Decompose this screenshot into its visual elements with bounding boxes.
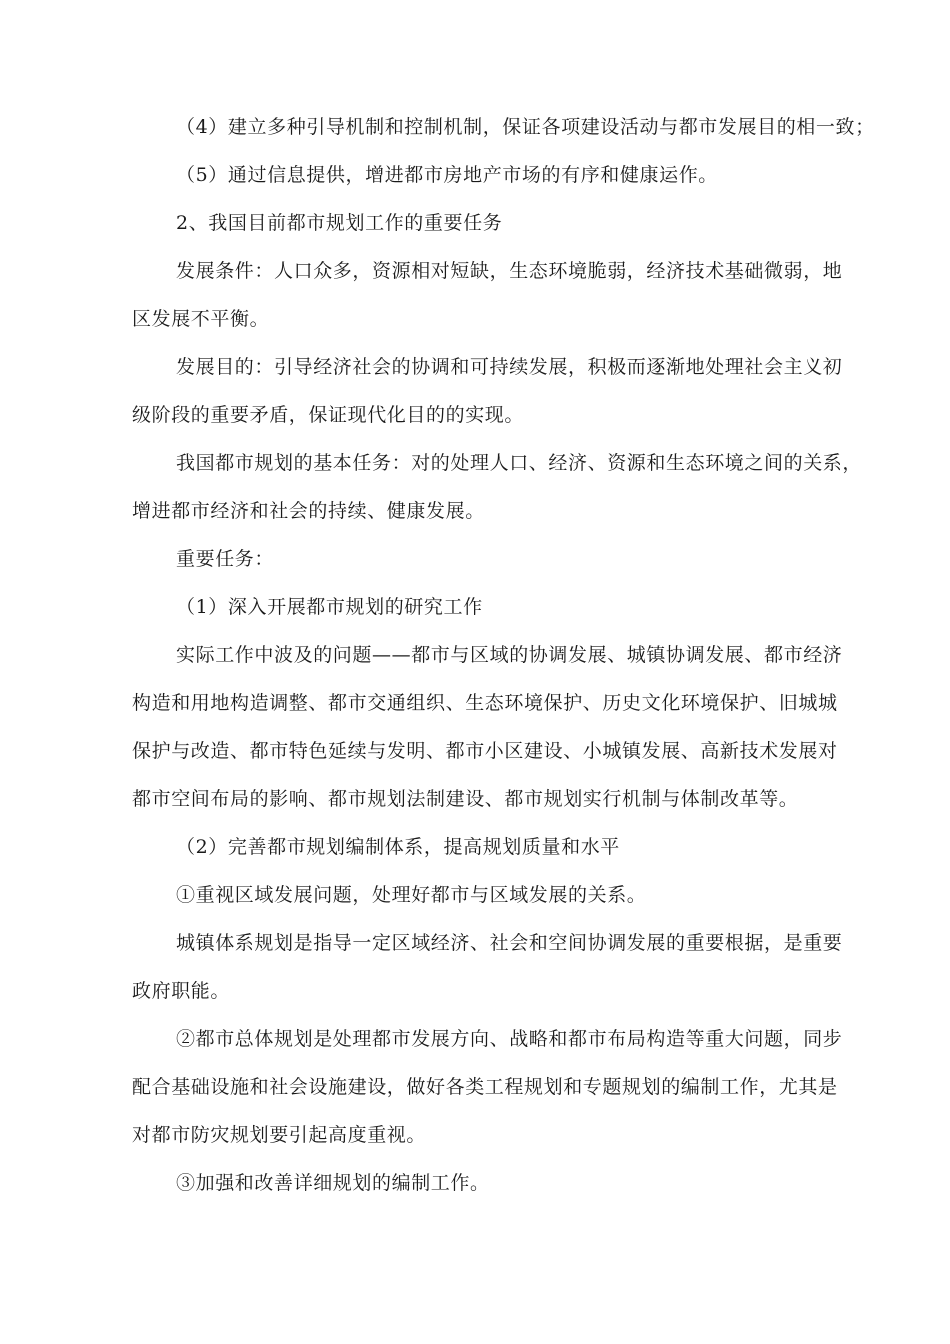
text-line: 2、我国目前都市规划工作的重要任务 <box>176 212 503 234</box>
paragraph-item-1 <box>132 583 832 631</box>
paragraph-item-4 <box>132 103 875 151</box>
text-line: 城镇体系规划是指导一定区域经济、社会和空间协调发展的重要根据，是重要 <box>176 932 843 954</box>
text-line: 实际工作中波及的问题——都市与区域的协调发展、城镇协调发展、都市经济 <box>176 644 843 666</box>
text-line: （1）深入开展都市规划的研究工作 <box>176 596 483 618</box>
text-line: ③加强和改善详细规划的编制工作。 <box>176 1172 490 1194</box>
text-line: ①重视区域发展问题，处理好都市与区域发展的关系。 <box>176 884 647 906</box>
text-line: （5）通过信息提供，增进都市房地产市场的有序和健康运作。 <box>176 164 718 186</box>
paragraph-point-2 <box>132 1015 843 1159</box>
text-line: 构造和用地构造调整、都市交通组织、生态环境保护、历史文化环境保护、旧城城 <box>132 692 838 714</box>
text-line: （2）完善都市规划编制体系，提高规划质量和水平 <box>176 836 620 858</box>
text-line: ②都市总体规划是处理都市发展方向、战略和都市布局构造等重大问题，同步 <box>176 1028 843 1050</box>
text-line: 增进都市经济和社会的持续、健康发展。 <box>132 500 485 522</box>
paragraph-basic-tasks <box>132 439 863 535</box>
text-line: 政府职能。 <box>132 980 231 1002</box>
paragraph-development-conditions <box>132 247 843 343</box>
text-line: 对都市防灾规划要引起高度重视。 <box>132 1124 427 1146</box>
text-line: 区发展不平衡。 <box>132 308 270 330</box>
text-line: 配合基础设施和社会设施建设，做好各类工程规划和专题规划的编制工作，尤其是 <box>132 1076 838 1098</box>
paragraph-practical-issues <box>132 631 843 823</box>
paragraph-item-2 <box>132 823 832 871</box>
paragraph-point-1 <box>132 871 832 919</box>
section-heading <box>132 199 832 247</box>
paragraph-main-tasks-label <box>132 535 832 583</box>
text-line: 都市空间布局的影响、都市规划法制建设、都市规划实行机制与体制改革等。 <box>132 788 799 810</box>
paragraph-item-5 <box>132 151 832 199</box>
text-line: 发展目的：引导经济社会的协调和可持续发展，积极而逐渐地处理社会主义初 <box>176 356 843 378</box>
text-line: 发展条件：人口众多，资源相对短缺，生态环境脆弱，经济技术基础微弱，地 <box>176 260 843 282</box>
text-line: 保护与改造、都市特色延续与发明、都市小区建设、小城镇发展、高新技术发展对 <box>132 740 838 762</box>
text-line: 级阶段的重要矛盾，保证现代化目的的实现。 <box>132 404 525 426</box>
text-line: 我国都市规划的基本任务：对的处理人口、经济、资源和生态环境之间的关系， <box>176 452 863 474</box>
paragraph-development-goals <box>132 343 843 439</box>
text-line: 重要任务： <box>176 548 275 570</box>
paragraph-town-system <box>132 919 843 1015</box>
paragraph-point-3 <box>132 1159 832 1207</box>
text-line: （4）建立多种引导机制和控制机制，保证各项建设活动与都市发展目的相一致； <box>176 116 875 138</box>
